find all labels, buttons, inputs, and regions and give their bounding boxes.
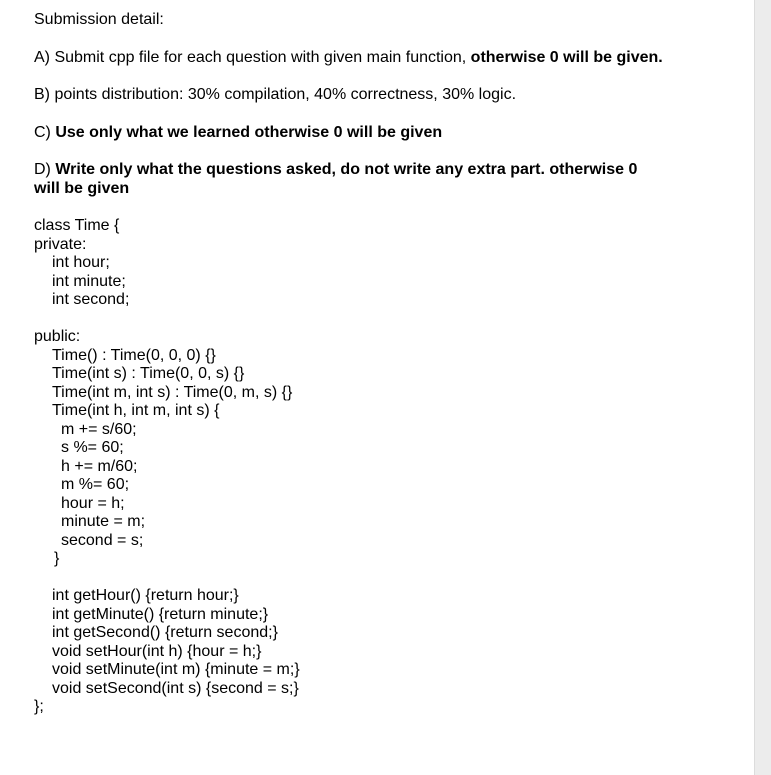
rule-d-text: D) <box>34 161 56 178</box>
scrollbar-track[interactable] <box>754 0 771 775</box>
code-ctor: Time(int h, int m, int s) { <box>52 402 220 419</box>
code-ctor-body: m += s/60; <box>61 420 137 438</box>
code-ctor-close: } <box>54 550 60 567</box>
rule-d <box>34 161 644 198</box>
rule-d-bold: Write only what the questions asked, do not write any extra part. otherwise 0 will be given <box>34 161 638 197</box>
code-ctor: Time() : Time(0, 0, 0) {} <box>52 346 216 364</box>
rule-b-text: B) points distribution: 30% compilation, 40% correctness, 30% logic. <box>34 86 517 103</box>
rule-a <box>34 49 734 68</box>
code-class-open: class Time { <box>34 217 120 234</box>
code-ctor-body: m %= 60; <box>61 476 130 493</box>
rule-a-bold: otherwise 0 will be given. <box>470 48 663 66</box>
code-ctor-body: second = s; <box>61 531 144 549</box>
code-field: int minute; <box>52 272 126 290</box>
code-blank-line <box>34 310 734 329</box>
document-content <box>34 11 734 717</box>
code-ctor-body: hour = h; <box>61 494 125 512</box>
code-method: void setHour(int h) {hour = h;} <box>52 642 262 660</box>
submission-heading: Submission detail: <box>34 11 164 28</box>
code-method: int getSecond() {return second;} <box>52 624 278 641</box>
rule-c-text: C) <box>34 123 56 141</box>
code-ctor-body: s %= 60; <box>61 439 124 456</box>
code-method: int getHour() {return hour;} <box>52 587 239 604</box>
code-ctor-body: h += m/60; <box>61 457 138 475</box>
rule-c-bold: Use only what we learned otherwise 0 will be given <box>55 123 443 141</box>
code-blank-line <box>34 569 734 588</box>
rule-a-text: A) Submit cpp file for each question with given main function, <box>34 48 471 66</box>
code-class-close: }; <box>34 698 44 715</box>
rule-b <box>34 86 734 105</box>
code-ctor: Time(int m, int s) : Time(0, m, s) {} <box>52 383 293 401</box>
code-public-label: public: <box>34 328 81 345</box>
code-field: int hour; <box>52 254 110 271</box>
code-private-label: private: <box>34 235 87 253</box>
code-block <box>34 217 734 717</box>
code-ctor: Time(int s) : Time(0, 0, s) {} <box>52 365 245 382</box>
code-field: int second; <box>52 291 130 308</box>
code-ctor-body: minute = m; <box>61 513 146 530</box>
rule-c <box>34 124 734 143</box>
code-method: void setMinute(int m) {minute = m;} <box>52 661 300 678</box>
code-method: void setSecond(int s) {second = s;} <box>52 679 299 697</box>
code-method: int getMinute() {return minute;} <box>52 605 269 623</box>
